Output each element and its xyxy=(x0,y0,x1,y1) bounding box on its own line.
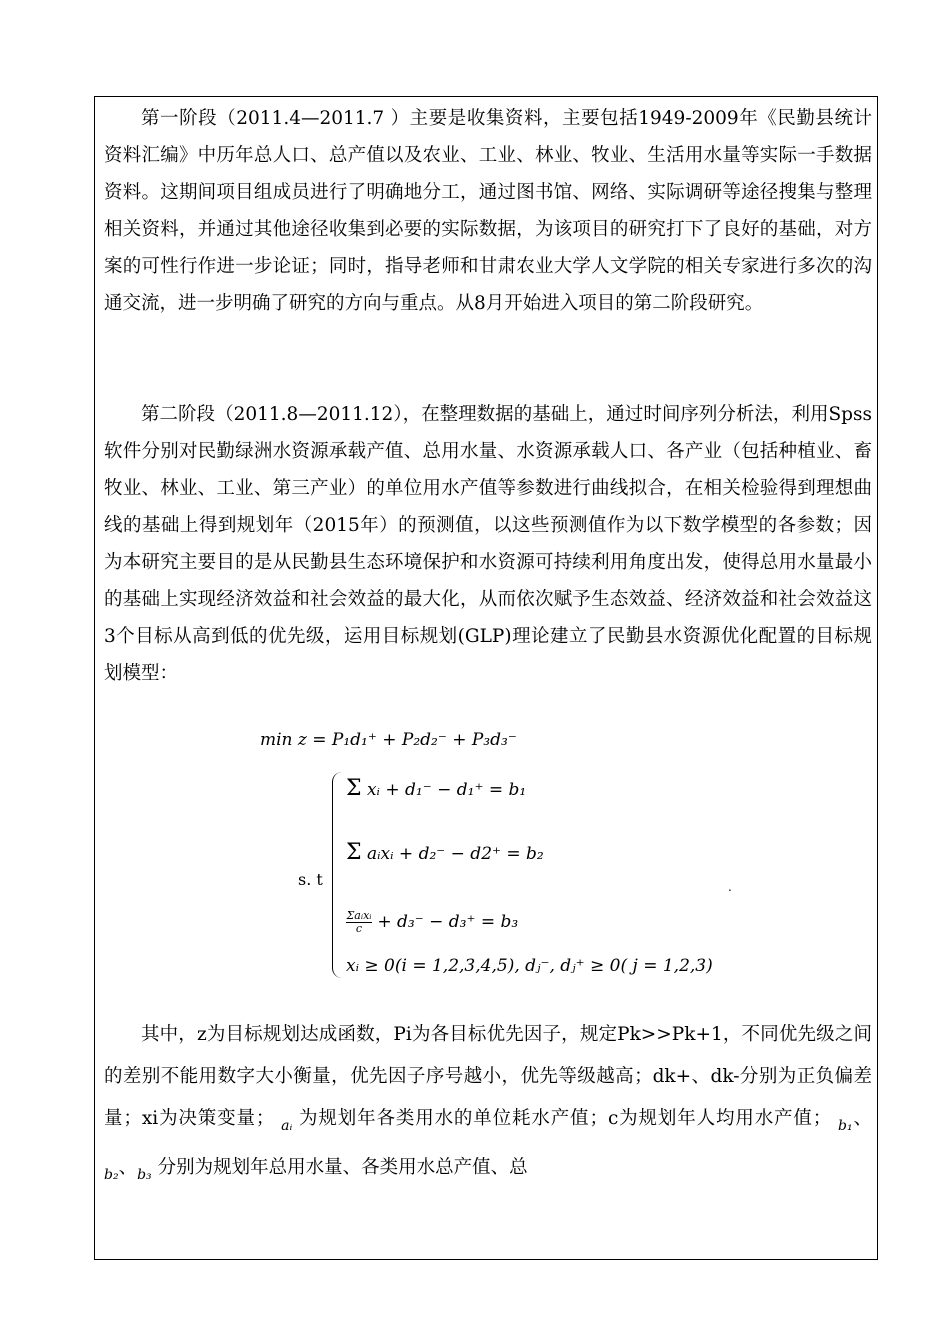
explanation-part-3: 分别为规划年总用水量、各类用水总产值、总 xyxy=(157,1157,528,1178)
goal-programming-model xyxy=(250,730,770,990)
stray-dot: . xyxy=(728,880,732,894)
paragraph-stage2: 第二阶段（2011.8—2011.12），在整理数据的基础上，通过时间序列分析法，利用Spss软件分别对民勤绿洲水资源承载产值、总用水量、水资源承载人口、各产业（包括种植业、畜牧业、林业、工业、第三产业）的单位用水产值等参数进行曲线拟合，在相关检验得到理想曲线的基础上得到规划年（2015年）的预测值，以这些预测值作为以下数学模型的各参数；因为本研究主要目的是从民勤县生态环境保护和水资源可持续利用角度出发，使得总用水量最小的基础上实现经济效益和社会效益的最大化，从而依次赋予生态效益、经济效益和社会效益这3个目标从高到低的优先级，运用目标规划(GLP)理论建立了民勤县水资源优化配置的目标规划模型： xyxy=(104,404,872,684)
fraction-numerator: Σaᵢxᵢ xyxy=(346,909,372,922)
constraint-2-text: aᵢxᵢ + d₂⁻ − d2⁺ = b₂ xyxy=(366,844,544,864)
paragraph-stage1: 第一阶段（2011.4—2011.7 ）主要是收集资料，主要包括1949-2009年《民勤县统计资料汇编》中历年总人口、总产值以及农业、工业、林业、牧业、生活用水量等实际一手数据资料。这期间项目组成员进行了明确地分工，通过图书馆、网络、实际调研等途径搜集与整理相关资料，并通过其他途径收集到必要的实际数据，为该项目的研究打下了良好的基础，对方案的可性行作进一步论证；同时，指导老师和甘肃农业大学人文学院的相关专家进行多次的沟通交流，进一步明确了研究的方向与重点。从8月开始进入项目的第二阶段研究。 xyxy=(104,108,872,314)
separator-1: 、 xyxy=(852,1108,872,1129)
constraint-brace xyxy=(332,772,345,978)
objective-function: min z = P₁d₁⁺ + P₂d₂⁻ + P₃d₃⁻ xyxy=(260,730,517,750)
separator-2: 、 xyxy=(118,1157,138,1178)
sum-symbol-1: Σ xyxy=(346,776,362,801)
fraction xyxy=(346,910,372,935)
explanation-part-1: 其中，z为目标规划达成函数，Pi为各目标优先因子，规定Pk>>Pk+1，不同优先级之间的差别不能用数字大小衡量，优先因子序号越小，优先等级越高；dk+、dk-分别为正负偏差量；xi为决策变量； xyxy=(104,1024,872,1129)
constraint-2 xyxy=(346,840,544,865)
paragraph-explanation xyxy=(104,1014,872,1196)
symbol-a-i: aᵢ xyxy=(281,1118,293,1134)
constraint-3 xyxy=(346,910,518,935)
symbol-b3: b₃ xyxy=(137,1167,152,1183)
subject-to-label: s. t xyxy=(298,870,323,889)
explanation-part-2: 为规划年各类用水的单位耗水产值；c为规划年人均用水产值； xyxy=(299,1108,832,1129)
constraint-1 xyxy=(346,776,526,801)
symbol-b1: b₁ xyxy=(838,1118,853,1134)
sum-symbol-2: Σ xyxy=(346,840,362,865)
symbol-b2: b₂ xyxy=(104,1167,119,1183)
constraint-4: xᵢ ≥ 0(i = 1,2,3,4,5), dⱼ⁻, dⱼ⁺ ≥ 0( j = 1,2,3) xyxy=(346,956,713,976)
constraint-3-text: + d₃⁻ − d₃⁺ = b₃ xyxy=(377,912,519,932)
fraction-denominator: c xyxy=(346,922,372,935)
constraint-1-text: xᵢ + d₁⁻ − d₁⁺ = b₁ xyxy=(366,780,527,800)
